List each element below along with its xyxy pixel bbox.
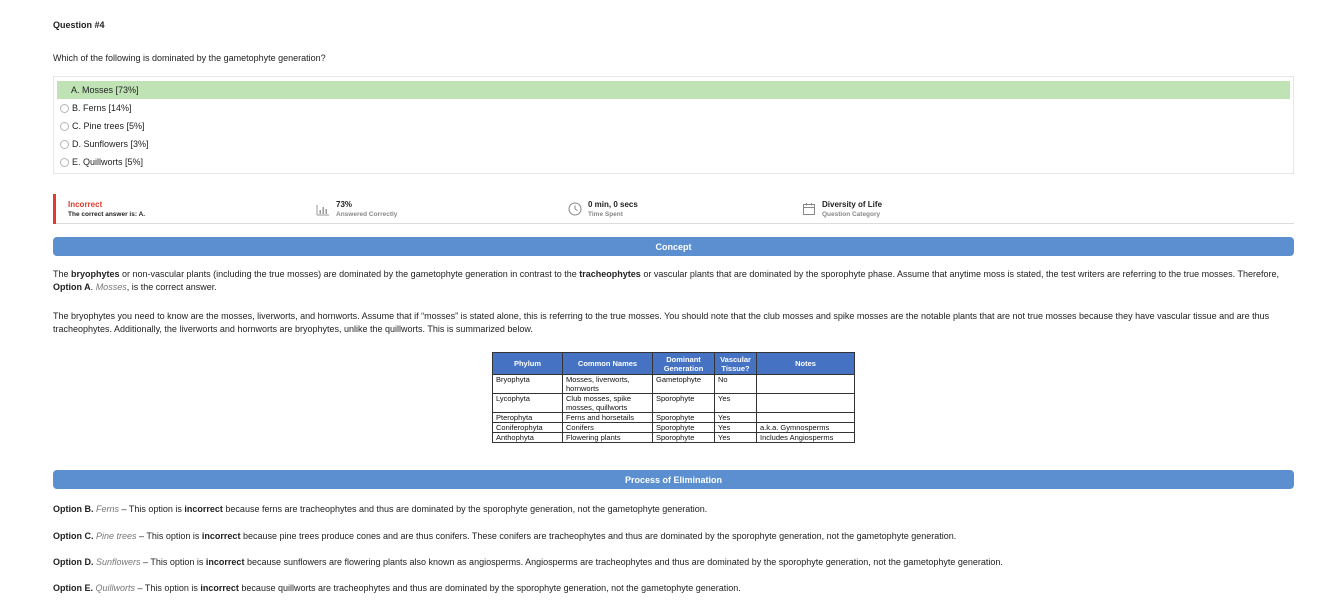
concept-header: Concept (53, 237, 1294, 256)
table-cell: Pterophyta (493, 413, 563, 423)
option-e[interactable] (57, 153, 1290, 171)
table-cell: Yes (715, 433, 757, 443)
time-label: Time Spent (588, 211, 623, 218)
option-c[interactable] (57, 117, 1290, 135)
time-value: 0 min, 0 secs (588, 200, 638, 209)
result-text: Incorrect (68, 200, 103, 209)
question-category (802, 194, 882, 224)
table-header: Common Names (563, 353, 653, 375)
table-cell: Sporophyte (653, 433, 715, 443)
elimination-option-e: Option E. Quillworts – This option is incorrect because quillworts are tracheophytes and thus are dominated by the sporophyte generation, not the gametophyte generation. (53, 583, 741, 593)
table-row (493, 423, 855, 433)
table-header: Notes (757, 353, 855, 375)
table-cell (757, 375, 855, 394)
table-row (493, 433, 855, 443)
table-cell: Bryophyta (493, 375, 563, 394)
question-text: Which of the following is dominated by the gametophyte generation? (53, 53, 326, 63)
table-cell: Lycophyta (493, 394, 563, 413)
question-number: Question #4 (53, 20, 105, 30)
table-cell: Sporophyte (653, 394, 715, 413)
table-cell: Coniferophyta (493, 423, 563, 433)
table-cell: No (715, 375, 757, 394)
concept-paragraph-2: The bryophytes you need to know are the mosses, liverworts, and hornworts. Assume that if “mosses” is stated alone, this is referring to the true mosses. You should note that the club mosses and spike mosses are the notable plants that are not true mosses because they have vascular tissue and are thus tracheophytes. Additionally, the liverworts and hornworts are bryophytes, unlike the quillworts. This is summarized below. (53, 311, 1270, 334)
radio-icon[interactable] (60, 140, 69, 149)
table-cell: Club mosses, spike mosses, quillworts (563, 394, 653, 413)
phylum-table (492, 352, 855, 443)
percent-label: Answered Correctly (336, 211, 398, 218)
table-row (493, 394, 855, 413)
clock-icon (568, 202, 582, 216)
table-cell: Sporophyte (653, 413, 715, 423)
radio-icon[interactable] (60, 104, 69, 113)
radio-icon[interactable] (60, 158, 69, 167)
option-label: A. Mosses [73%] (71, 85, 139, 95)
option-label: C. Pine trees [5%] (72, 121, 145, 131)
option-a[interactable] (57, 81, 1290, 99)
table-cell: Flowering plants (563, 433, 653, 443)
category-label: Question Category (822, 211, 881, 218)
table-cell (757, 394, 855, 413)
table-cell: Sporophyte (653, 423, 715, 433)
option-b[interactable] (57, 99, 1290, 117)
table-row (493, 375, 855, 394)
elimination-option-c: Option C. Pine trees – This option is incorrect because pine trees produce cones and are thus conifers. These conifers are tracheophytes and thus are dominated by the sporophyte generation, not the gametophyte generation. (53, 531, 957, 541)
table-cell: Anthophyta (493, 433, 563, 443)
table-header: Vascular Tissue? (715, 353, 757, 375)
table-row (493, 413, 855, 423)
answer-options (53, 76, 1294, 174)
table-cell: Ferns and horsetails (563, 413, 653, 423)
table-cell: Conifers (563, 423, 653, 433)
result-stats (53, 194, 1294, 224)
table-header-row (493, 353, 855, 375)
table-cell: Includes Angiosperms (757, 433, 855, 443)
option-d[interactable] (57, 135, 1290, 153)
table-header: Phylum (493, 353, 563, 375)
category-value: Diversity of Life (822, 200, 883, 209)
percent-correct (316, 194, 397, 224)
bar-chart-icon (316, 202, 330, 216)
option-label: E. Quillworts [5%] (72, 157, 144, 167)
table-cell: Yes (715, 394, 757, 413)
table-cell: a.k.a. Gymnosperms (757, 423, 855, 433)
table-cell (757, 413, 855, 423)
elimination-option-d: Option D. Sunflowers – This option is incorrect because sunflowers are flowering plants also known as angiosperms. Angiosperms are tracheophytes and thus are dominated by the sporophyte generation, not the gametophyte generation. (53, 557, 1003, 567)
time-spent (568, 194, 638, 224)
calendar-icon (802, 202, 816, 216)
concept-paragraph-1: The bryophytes or non-vascular plants (including the true mosses) are dominated by the gametophyte generation in contrast to the tracheophytes or vascular plants that are dominated by the sporophyte phase. Assume that anytime moss is stated, the test writers are referring to the true mosses. Therefore, Option A. Mosses, is the correct answer. (53, 269, 1279, 292)
percent-value: 73% (336, 200, 353, 209)
option-label: D. Sunflowers [3%] (72, 139, 149, 149)
elimination-option-b: Option B. Ferns – This option is incorrect because ferns are tracheophytes and thus are dominated by the sporophyte generation, not the gametophyte generation. (53, 504, 708, 514)
correct-answer-text: The correct answer is: A. (68, 211, 146, 218)
result-status (53, 194, 293, 224)
option-label: B. Ferns [14%] (72, 103, 132, 113)
elimination-header: Process of Elimination (53, 470, 1294, 489)
table-cell: Gametophyte (653, 375, 715, 394)
table-cell: Yes (715, 423, 757, 433)
table-header: Dominant Generation (653, 353, 715, 375)
table-cell: Yes (715, 413, 757, 423)
radio-icon[interactable] (60, 122, 69, 131)
table-cell: Mosses, liverworts, hornworts (563, 375, 653, 394)
